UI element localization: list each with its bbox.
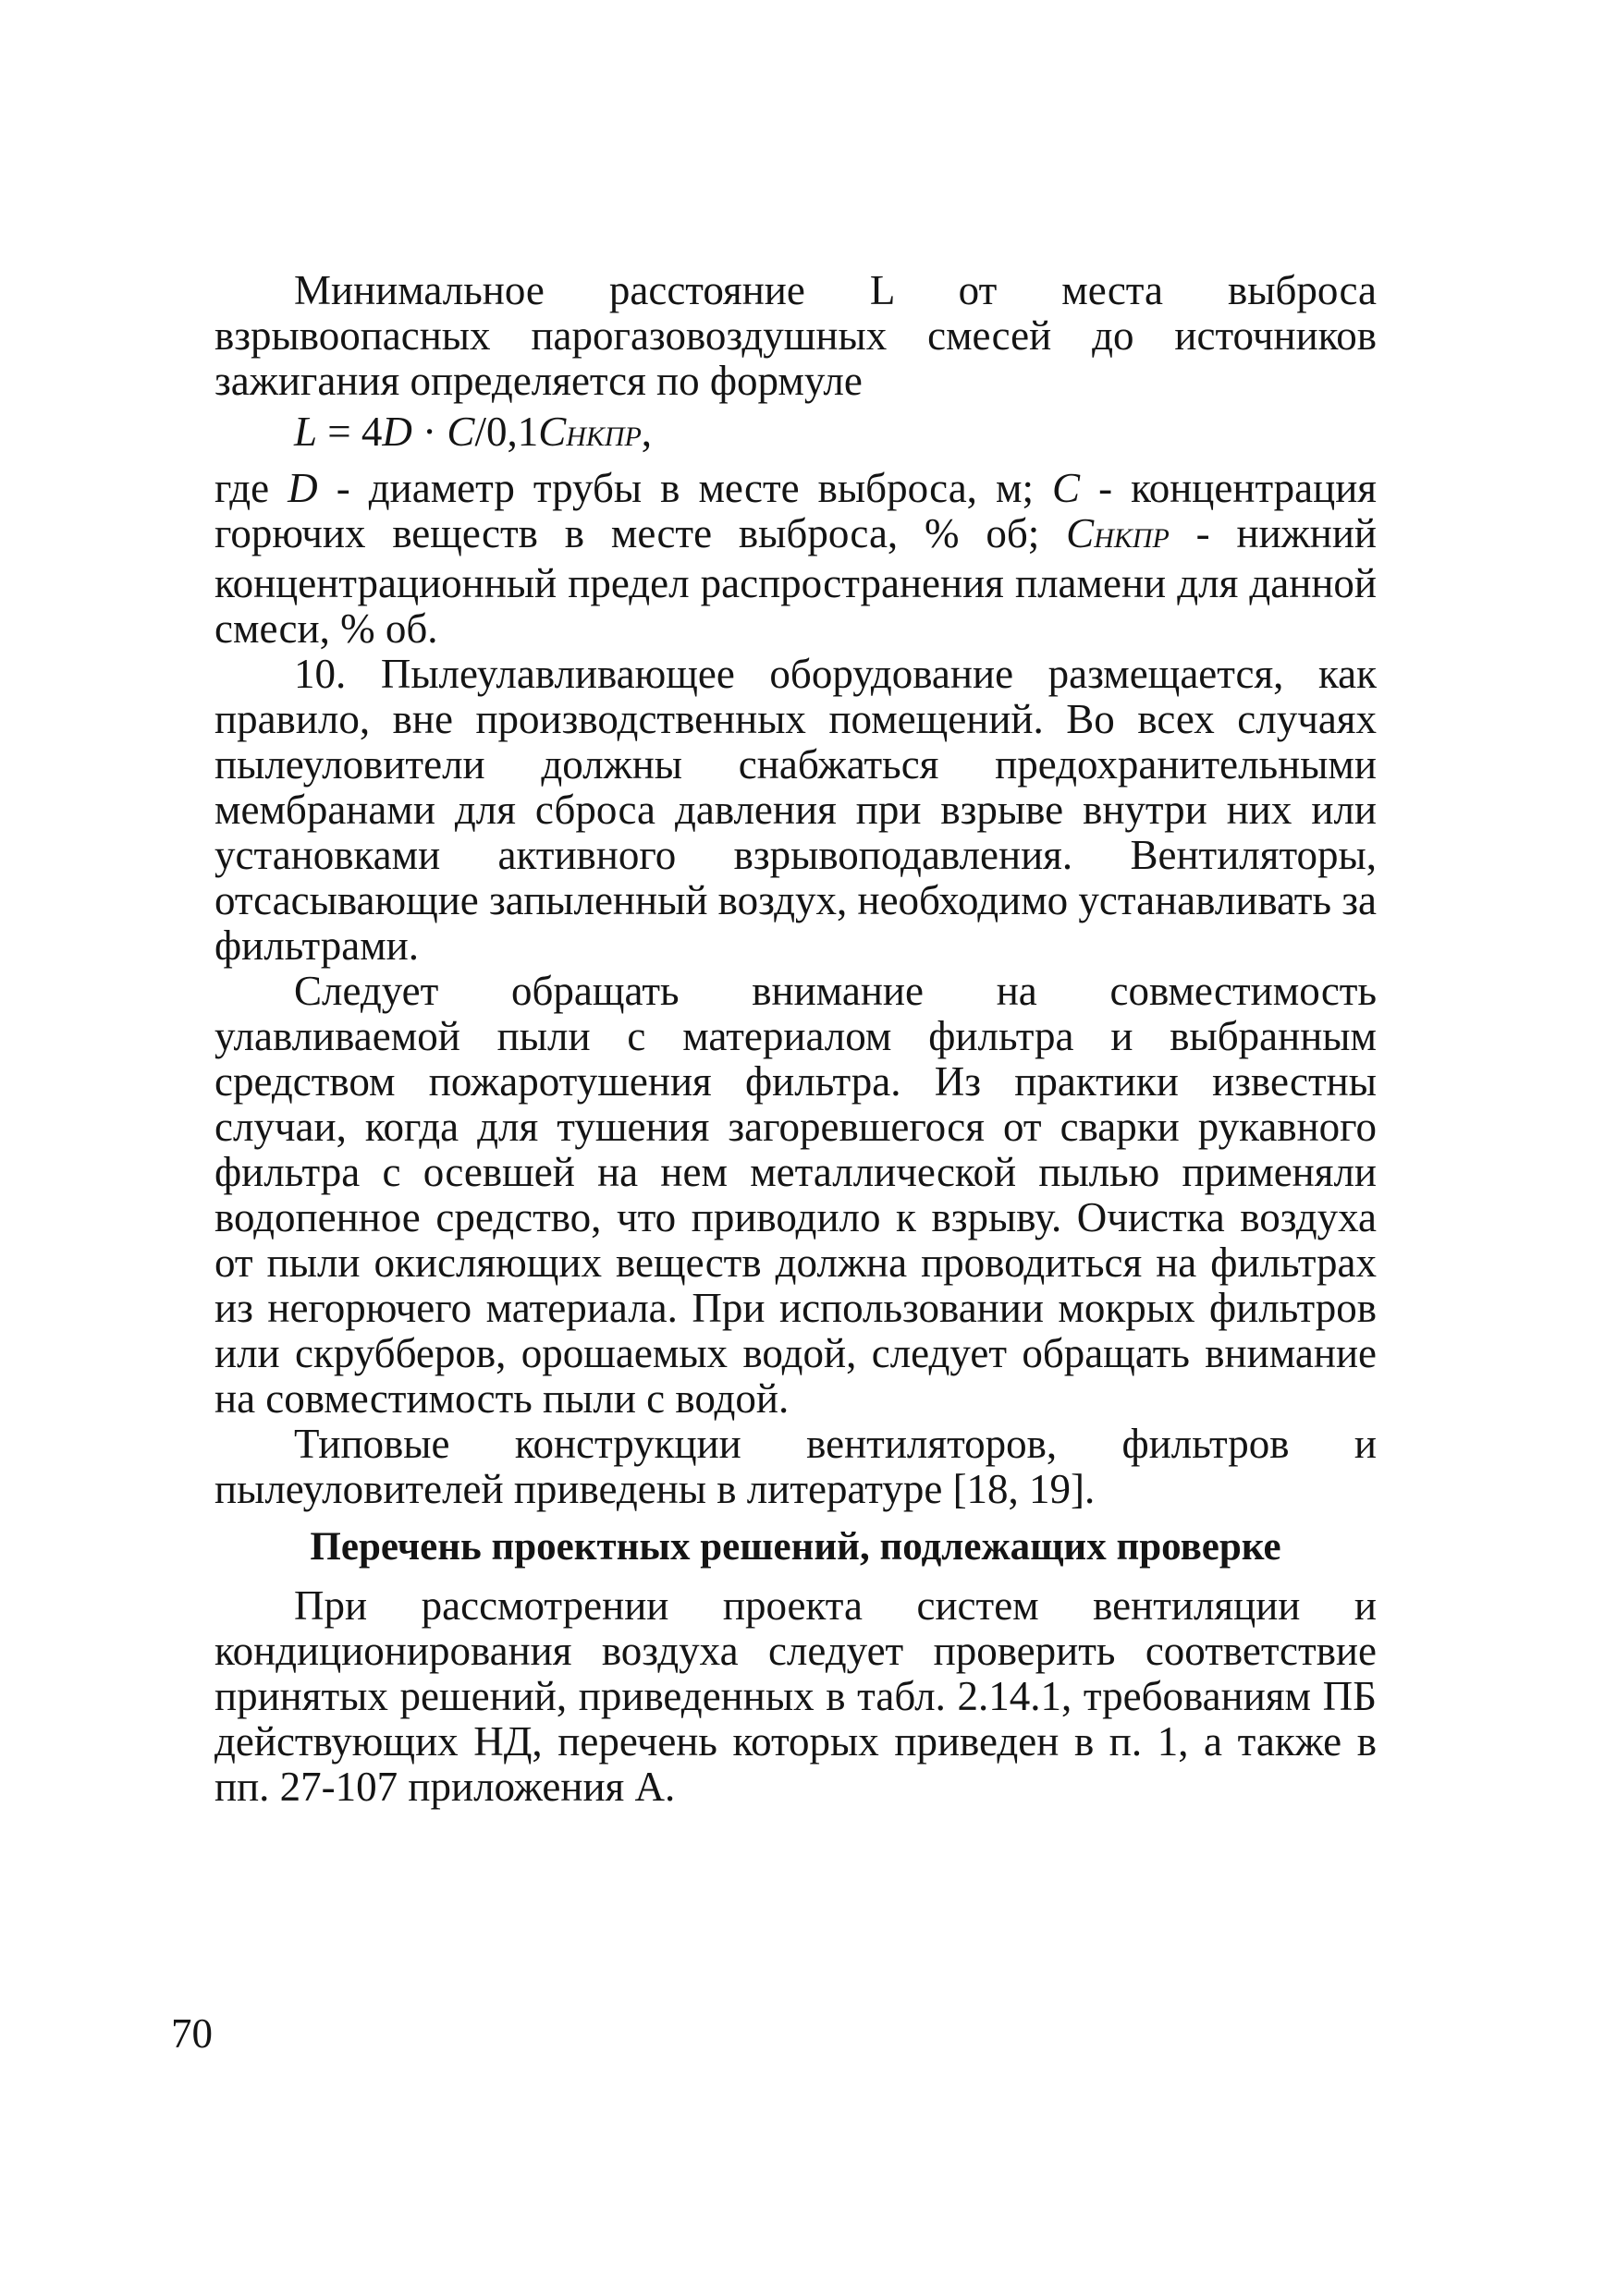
page-content xyxy=(214,268,1377,1810)
formula-dot: · xyxy=(411,409,447,455)
paragraph-filter-compatibility: Следует обращать внимание на совместимость улавливаемой пыли с материалом фильтра и выбранным средством пожаротушения фильтра. Из практики известны случаи, когда для тушения загоревшегося от сварки рукавного фильтра с осевшей на нем металлической пылью применяли водопенное средство, что приводило к взрыву. Очистка воздуха от пыли окисляющих веществ должна проводиться на фильтрах из негорючего материала. При использовании мокрых фильтров или скрубберов, орошаемых водой, следует обращать внимание на совместимость пыли с водой. xyxy=(214,968,1377,1422)
paragraph-project-review: При рассмотрении проекта систем вентиляции и кондиционирования воздуха следует проверить соответствие принятых решений, приведенных в табл. 2.14.1, требованиям ПБ действующих НД, перечень которых приведен в п. 1, а также в пп. 27-107 приложения А. xyxy=(214,1582,1377,1810)
formula-tail: , xyxy=(641,409,653,455)
where-text-f: - нижний концентрационный предел распространения пламени для данной смеси, % об. xyxy=(214,510,1377,652)
where-text-e: - концентрация горючих веществ в месте выброса, % об; xyxy=(214,465,1377,556)
formula-eq: = 4 xyxy=(317,409,383,455)
section-heading: Перечень проектных решений, подлежащих проверке xyxy=(310,1525,1281,1569)
formula-cn-sub: НКПР xyxy=(566,421,642,452)
where-var-c: C xyxy=(1052,465,1081,511)
where-text-a: где xyxy=(214,465,288,511)
formula-lhs: L xyxy=(294,409,318,455)
paragraph-where xyxy=(214,466,1377,652)
where-text-b: - диаметр трубы в месте выброса, м; xyxy=(317,465,1053,511)
formula-d: D xyxy=(382,409,412,455)
formula-c: C xyxy=(447,409,475,455)
paragraph-dust-equipment: 10. Пылеулавливающее оборудование размещается, как правило, вне производственных помещений. Во всех случаях пылеуловители должны снабжаться предохранительными мембранами для сброса давления при взрыве внутри них или установками активного взрывоподавления. Вентиляторы, отсасывающие запыленный воздух, необходимо устанавливать за фильтрами. xyxy=(214,651,1377,969)
paragraph-min-distance: Минимальное расстояние L от места выброса взрывоопасных парогазовоздушных смесей до источников зажигания определяется по формуле xyxy=(214,267,1377,404)
where-var-d: D xyxy=(288,465,318,511)
page-number: 70 xyxy=(171,2010,213,2057)
paragraph-typical-designs: Типовые конструкции вентиляторов, фильтров и пылеуловителей приведены в литературе [18, 19]. xyxy=(214,1421,1377,1512)
where-var-cn-sub: НКПР xyxy=(1094,523,1170,554)
formula-cn: C xyxy=(538,409,567,455)
where-var-cn-main: C xyxy=(1066,510,1095,556)
formula-distance xyxy=(214,409,1377,459)
formula-div: /0,1 xyxy=(474,409,539,455)
where-var-cn xyxy=(1066,510,1170,556)
